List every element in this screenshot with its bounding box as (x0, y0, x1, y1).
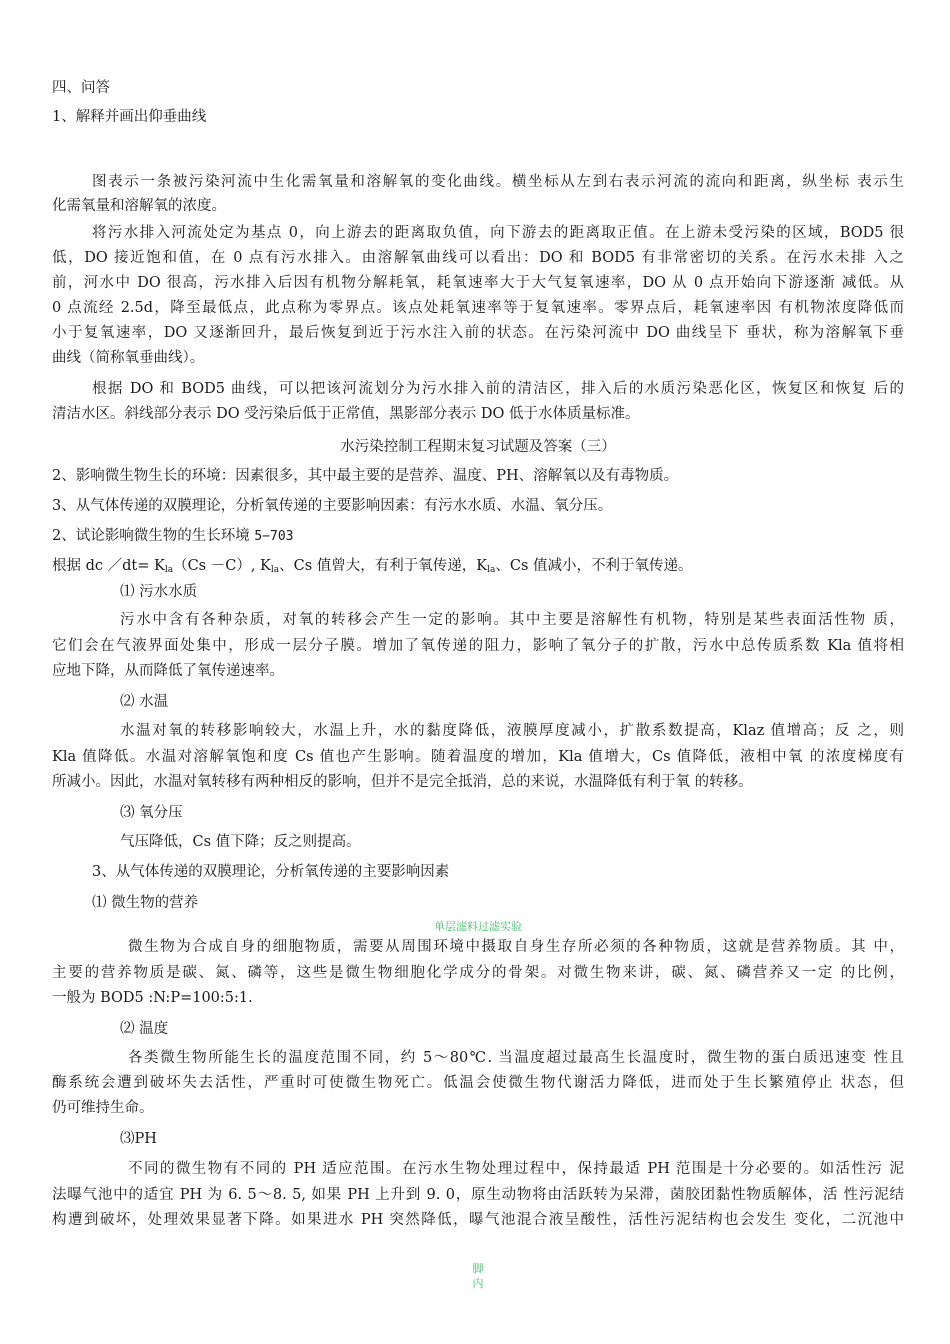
paragraph-line: 曲线（简称氧垂曲线）。 (52, 350, 205, 366)
paragraph-line: 化需氧量和溶解氧的浓度。 (52, 198, 226, 214)
answer-line: 2、影响微生物生长的环境：因素很多，其中最主要的是营养、温度、PH、溶解氧以及有毒物质。 (52, 468, 679, 484)
paragraph-line: 根据 DO 和 BOD5 曲线，可以把该河流划分为污水排入前的清洁区，排入后的水质污染恶化区，恢复区和恢复 后的 (92, 381, 904, 397)
paragraph-line: 酶系统会遭到破坏失去活性，严重时可使微生物死亡。低温会使微生物代谢活力降低，进而处于生长繁殖停止 状态，但 (52, 1075, 904, 1091)
paragraph-line: 小于复氧速率，DO 又逐渐回升，最后恢复到近于污水注入前的状态。在污染河流中 DO 曲线呈下 垂状，称为溶解氧下垂 (52, 325, 904, 341)
paragraph-line: 主要的营养物质是碳、氮、磷等，这些是微生物细胞化学成分的骨架。对微生物来讲，碳、氮、磷营养又一定 的比例， (52, 965, 904, 981)
eq-sub: la (164, 565, 174, 575)
question-title: 3、从气体传递的双膜理论，分析氧传递的主要影响因素 (92, 864, 450, 880)
paragraph-line: 仍可维持生命。 (52, 1100, 154, 1116)
paragraph-line: 一般为 BOD5 :N:P=100:5:1. (52, 990, 253, 1006)
subsection-title: ⑵ 温度 (120, 1021, 169, 1037)
section-title: 水污染控制工程期末复习试题及答案（三） (340, 439, 616, 455)
paragraph-line: Kla 值降低。水温对溶解氧饱和度 Cs 值也产生影响。随着温度的增加，Kla 值增大，Cs 值降低，液相中氧 的浓度梯度有 (52, 749, 904, 765)
paragraph-line: 气压降低，Cs 值下降；反之则提高。 (120, 834, 361, 850)
subsection-title: ⑶PH (120, 1131, 157, 1147)
header-watermark-text: 单层滤料过滤实验 (434, 920, 522, 933)
eq-prefix: 根据 dc ／dt= K (52, 558, 165, 574)
eq-suffix: 、Cs 值减小，不利于氧传递。 (495, 558, 693, 574)
subsection-title: ⑶ 氧分压 (120, 805, 183, 821)
equation-line (52, 556, 904, 580)
paragraph-line: 所减小。因此，水温对氧转移有两种相反的影响，但并不是完全抵消，总的来说，水温降低有利于氧 的转移。 (52, 774, 753, 790)
paragraph-line: 图表示一条被污染河流中生化需氧量和溶解氧的变化曲线。横坐标从左到右表示河流的流向和距离，纵坐标 表示生 (92, 174, 904, 190)
question-text: 2、试论影响微生物的生长环境 (52, 528, 255, 544)
paragraph-line: 污水中含有各种杂质，对氧的转移会产生一定的影响。其中主要是溶解性有机物，特别是某些表面活性物 质， (120, 612, 904, 628)
subsection-title: ⑴ 污水水质 (120, 584, 198, 600)
paragraph-line: 应地下降，从而降低了氧传递速率。 (52, 663, 284, 679)
paragraph-line: 水温对氧的转移影响较大，水温上升，水的黏度降低，液膜厚度减小，扩散系数提高，Klaz 值增高；反 之，则 (120, 723, 904, 739)
footer-text: 内 (472, 1277, 484, 1290)
subsection-title: ⑴ 微生物的营养 (92, 895, 199, 911)
eq-sub: la (270, 565, 280, 575)
question-title (52, 526, 904, 547)
paragraph-line: 微生物为合成自身的细胞物质，需要从周围环境中摄取自身生存所必须的各种物质，这就是营养物质。其 中， (128, 939, 904, 955)
eq-mid: （Cs －C）, K (173, 558, 271, 574)
answer-line: 3、从气体传递的双膜理论，分析氧传递的主要影响因素：有污水水质、水温、氧分压。 (52, 498, 613, 514)
paragraph-line: 各类微生物所能生长的温度范围不同，约 5～80℃. 当温度超过最高生长温度时，微生物的蛋白质迅速变 性且 (128, 1050, 904, 1066)
paragraph-line: 将污水排入河流处定为基点 0，向上游去的距离取负值，向下游去的距离取正值。在上游未受污染的区域，BOD5 很 (92, 225, 904, 241)
heading-qa: 四、问答 (52, 80, 110, 96)
paragraph-line: 构遭到破坏，处理效果显著下降。如果进水 PH 突然降低，曝气池混合液呈酸性，活性污泥结构也会发生 变化，二沉池中 (52, 1212, 904, 1228)
paragraph-line: 前，河水中 DO 很高，污水排入后因有机物分解耗氧，耗氧速率大于大气复氧速率，DO 从 0 点开始向下游逐渐 减低。从 (52, 275, 904, 291)
paragraph-line: 法曝气池中的适宜 PH 为 6. 5～8. 5, 如果 PH 上升到 9. 0，原生动物将由活跃转为呆滞，菌胶团黏性物质解体，活 性污泥结 (52, 1187, 904, 1203)
eq-mid: 、Cs 值曾大，有利于氧传递，K (279, 558, 488, 574)
paragraph-line: 它们会在气液界面处集中，形成一层分子膜。增加了氧传递的阻力，影响了氧分子的扩散，污水中总传质系数 Kla 值将相 (52, 638, 904, 654)
paragraph-line: 不同的微生物有不同的 PH 适应范围。在污水生物处理过程中，保持最适 PH 范围是十分必要的。如活性污 泥 (128, 1161, 904, 1177)
subsection-title: ⑵ 水温 (120, 694, 169, 710)
paragraph-line: 低，DO 接近饱和值，在 0 点有污水排入。由溶解氧曲线可以看出：DO 和 BOD5 有非常密切的关系。在污水未排 入之 (52, 250, 904, 266)
paragraph-line: 清洁水区。斜线部分表示 DO 受污染后低于正常值，黑影部分表示 DO 低于水体质量标准。 (52, 406, 640, 422)
question-code: 5−703 (254, 529, 294, 544)
paragraph-line: 0 点流经 2.5d，降至最低点，此点称为零界点。该点处耗氧速率等于复氧速率。零界点后，耗氧速率因 有机物浓度降低而 (52, 300, 904, 316)
footer-text: 脚 (472, 1262, 484, 1275)
question-1-title: 1、解释并画出仰垂曲线 (52, 109, 207, 125)
eq-sub: la (487, 565, 496, 575)
